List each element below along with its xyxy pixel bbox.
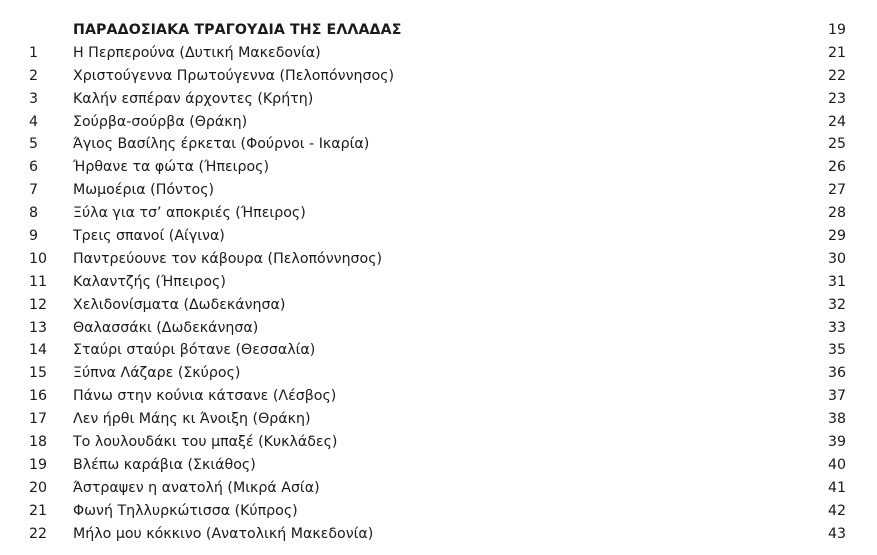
entry-page-number: 32 [827,296,846,313]
entry-number: 11 [29,273,48,290]
entry-number: 10 [29,250,48,267]
entry-title: Χελιδονίσματα (Δωδεκάνησα) [73,296,286,313]
entry-number: 15 [29,365,48,382]
entry-page-number: 33 [827,319,846,336]
entry-number: 8 [29,205,39,222]
entry-number: 21 [29,502,48,519]
entry-title: Σούρβα-σούρβα (Θράκη) [73,113,248,130]
entry-title: Λεν ήρθι Μάης κι Άνοιξη (Θράκη) [73,411,311,428]
entry-title: Ήρθανε τα φώτα (Ήπειρος) [73,159,269,176]
entry-title: Παντρεύουνε τον κάβουρα (Πελοπόννησος) [73,250,383,267]
entry-title: Ξύπνα Λάζαρε (Σκύρος) [73,365,241,382]
entry-page-number: 24 [827,113,846,130]
toc-entry [0,225,877,248]
toc-entry [0,248,877,271]
entry-number: 18 [29,434,48,451]
entry-page-number: 30 [827,250,846,267]
entry-number: 19 [29,456,48,473]
entry-title: Τρεις σπανοί (Αίγινα) [73,228,225,245]
entry-title: Το λουλουδάκι του μπαξέ (Κυκλάδες) [73,434,338,451]
entry-page-number: 39 [827,434,846,451]
toc-entry [0,408,877,431]
entry-number: 4 [29,113,39,130]
entry-number: 7 [29,182,39,199]
entry-number: 9 [29,228,39,245]
entry-page-number: 31 [827,273,846,290]
entry-title: Ξύλα για τσ’ αποκριές (Ήπειρος) [73,205,306,222]
entry-title: Καλαντζής (Ήπειρος) [73,273,226,290]
toc-entry [0,294,877,317]
toc-section-heading [0,19,877,42]
entry-title: Καλήν εσπέραν άρχοντες (Κρήτη) [73,90,314,107]
entry-number: 20 [29,479,48,496]
entry-number: 3 [29,90,39,107]
entry-page-number: 41 [827,479,846,496]
toc-entry [0,385,877,408]
entry-title: Άγιος Βασίλης έρκεται (Φούρνοι - Ικαρία) [73,136,370,153]
entry-number: 1 [29,44,39,61]
toc-entry [0,42,877,65]
toc-entry [0,523,877,546]
toc-entries [0,42,877,546]
entry-number: 17 [29,411,48,428]
toc-entry [0,156,877,179]
entry-title: Σταύρι σταύρι βότανε (Θεσσαλία) [73,342,316,359]
toc-entry [0,179,877,202]
entry-title: Χριστούγεννα Πρωτούγεννα (Πελοπόννησος) [73,67,395,84]
entry-page-number: 35 [827,342,846,359]
section-title: ΠΑΡΑΔΟΣΙΑΚΑ ΤΡΑΓΟΥΔΙΑ ΤΗΣ ΕΛΛΑΔΑΣ [73,22,402,38]
toc-entry [0,88,877,111]
entry-title: Βλέπω καράβια (Σκιάθος) [73,456,256,473]
entry-page-number: 40 [827,456,846,473]
toc-entry [0,431,877,454]
entry-number: 12 [29,296,48,313]
entry-number: 6 [29,159,39,176]
entry-page-number: 38 [827,411,846,428]
entry-page-number: 28 [827,205,846,222]
toc-entry [0,454,877,477]
entry-page-number: 27 [827,182,846,199]
toc-entry [0,477,877,500]
entry-page-number: 23 [827,90,846,107]
entry-page-number: 37 [827,388,846,405]
entry-number: 5 [29,136,39,153]
entry-title: Θαλασσάκι (Δωδεκάνησα) [73,319,259,336]
entry-title: Άστραψεν η ανατολή (Μικρά Ασία) [73,479,320,496]
entry-number: 16 [29,388,48,405]
entry-number: 13 [29,319,48,336]
toc-entry [0,111,877,134]
entry-title: Μωμοέρια (Πόντος) [73,182,215,199]
entry-title: Πάνω στην κούνια κάτσανε (Λέσβος) [73,388,337,405]
toc-entry [0,271,877,294]
toc-entry [0,133,877,156]
entry-title: Φωνή Τηλλυρκώτισσα (Κύπρος) [73,502,298,519]
entry-page-number: 26 [827,159,846,176]
entry-page-number: 21 [827,44,846,61]
toc-entry [0,65,877,88]
entry-page-number: 25 [827,136,846,153]
entry-number: 22 [29,525,48,542]
toc-entry [0,362,877,385]
toc-entry [0,317,877,340]
entry-number: 14 [29,342,48,359]
toc-entry [0,202,877,225]
entry-number: 2 [29,67,39,84]
entry-page-number: 42 [827,502,846,519]
table-of-contents [0,19,877,545]
section-page-number: 19 [827,22,846,38]
entry-title: Η Περπερούνα (Δυτική Μακεδονία) [73,44,321,61]
toc-entry [0,339,877,362]
toc-entry [0,500,877,523]
entry-title: Μήλο μου κόκκινο (Ανατολική Μακεδονία) [73,525,374,542]
entry-page-number: 22 [827,67,846,84]
entry-page-number: 36 [827,365,846,382]
entry-page-number: 43 [827,525,846,542]
entry-page-number: 29 [827,228,846,245]
